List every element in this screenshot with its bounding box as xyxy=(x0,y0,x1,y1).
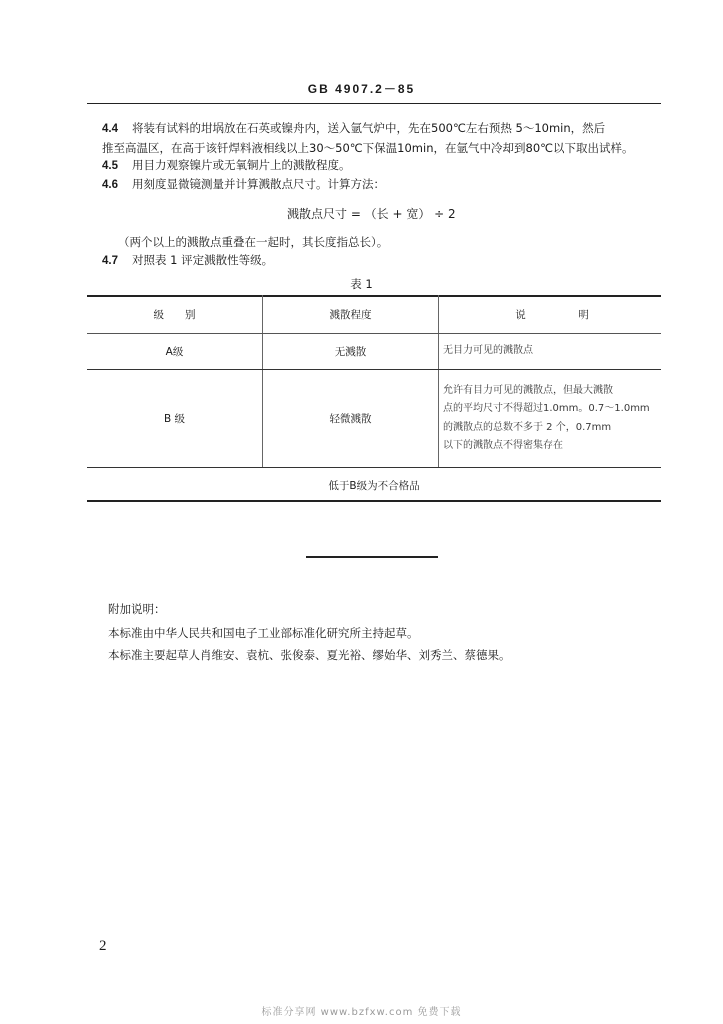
standard-code-header: GB 4907.2－85 xyxy=(307,82,416,96)
grade-table xyxy=(87,295,661,502)
cell-description xyxy=(439,370,662,468)
description-line: 无目力可见的溅散点 xyxy=(443,345,533,357)
description-line: 以下的溅散点不得密集存在 xyxy=(443,440,563,451)
table-bottom-rule xyxy=(87,500,661,502)
header-description: 说 明 xyxy=(439,295,662,334)
clause-text: 用刻度显微镜测量并计算溅散点尺寸。计算方法： xyxy=(132,177,385,191)
cell-grade: B 级 xyxy=(87,370,263,468)
notes-line: 本标准主要起草人肖维安、袁杭、张俊泰、夏光裕、缪始华、刘秀兰、蔡德果。 xyxy=(108,648,511,662)
table-footer-row xyxy=(87,468,661,503)
clause-number: 4.6 xyxy=(102,179,118,191)
cell-degree: 无溅散 xyxy=(263,334,439,370)
page-number: 2 xyxy=(99,938,107,954)
cell-degree: 轻微溅散 xyxy=(263,370,439,468)
description-line: 的溅散点的总数不多于 2 个，0.7mm xyxy=(443,421,612,433)
calculation-formula: 溅散点尺寸 = （长 + 宽） ÷ 2 xyxy=(287,207,456,221)
clause-text: 将装有试料的坩埚放在石英或镍舟内，送入氩气炉中，先在500℃左右预热 5～10min，然后 xyxy=(132,121,606,135)
watermark-footer: 标准分享网 www.bzfxw.com 免费下载 xyxy=(261,1007,462,1018)
formula-note: （两个以上的溅散点重叠在一起时，其长度指总长）。 xyxy=(118,235,389,249)
clause-number: 4.4 xyxy=(102,123,118,135)
cell-grade: A级 xyxy=(87,334,263,370)
table-caption: 表 1 xyxy=(350,277,373,291)
table-row xyxy=(87,370,661,468)
cell-description xyxy=(439,334,662,370)
header-degree: 溅散程度 xyxy=(263,295,439,334)
clause-text: 对照表 1 评定溅散性等级。 xyxy=(132,253,274,267)
clause-text: 推至高温区，在高于该钎焊料液相线以上30～50℃下保温10min，在氩气中冷却到80℃以下取出试样。 xyxy=(102,141,634,155)
notes-line: 本标准由中华人民共和国电子工业部标准化研究所主持起草。 xyxy=(108,626,419,640)
description-line: 允许有目力可见的溅散点，但最大溅散 xyxy=(443,384,613,396)
clause-4-5 xyxy=(102,155,351,176)
header-rule xyxy=(87,103,661,104)
notes-title: 附加说明： xyxy=(108,602,166,616)
table-header-row xyxy=(87,295,661,334)
header-grade: 级 别 xyxy=(87,295,263,334)
clause-4-7 xyxy=(102,250,273,271)
description-line: 点的平均尺寸不得超过1.0mm。0.7～1.0mm xyxy=(443,403,650,414)
clause-4-6 xyxy=(102,174,385,195)
clause-number: 4.5 xyxy=(102,160,118,172)
clause-4-4 xyxy=(102,118,605,139)
cell-footer: 低于B级为不合格品 xyxy=(328,479,420,492)
clause-text: 用目力观察镍片或无氧铜片上的溅散程度。 xyxy=(132,158,351,172)
clause-number: 4.7 xyxy=(102,255,118,267)
end-rule xyxy=(306,556,438,558)
table-row xyxy=(87,334,661,370)
